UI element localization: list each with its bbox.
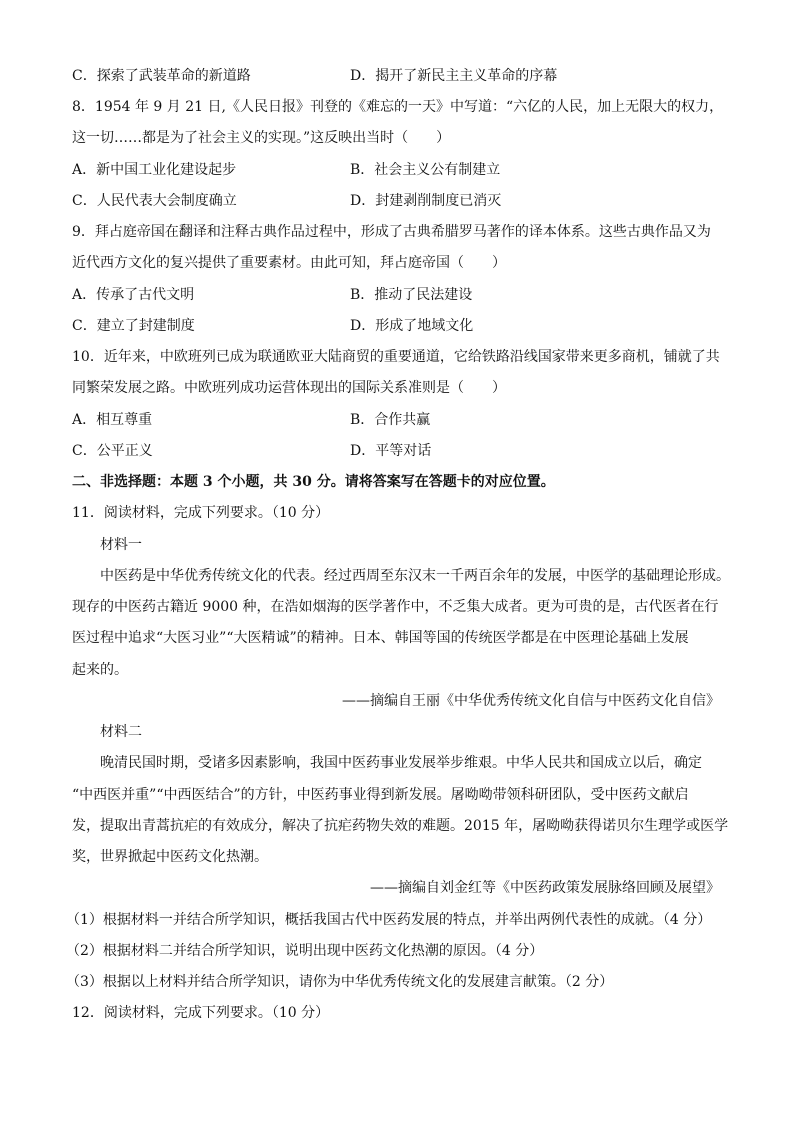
q10-option-a: A．相互尊重 [72,412,153,428]
q11-material2-source: ——摘编自刘金红等《中医药政策发展脉络回顾及展望》 [370,880,720,896]
q9-option-c: C．建立了封建制度 [72,318,195,334]
q11-material1-line3: 医过程中追求“大医习业”“大医精诚”的精神。日本、韩国等国的传统医学都是在中医理论基础上发展 [72,630,689,646]
q8-stem-line2: 这一切……都是为了社会主义的实现。”这反映出当时（ ） [72,130,451,146]
q9-option-d: D．形成了地域文化 [350,318,474,334]
q11-material1-source: ——摘编自王丽《中华优秀传统文化自信与中医药文化自信》 [342,693,720,709]
q10-stem-line2: 同繁荣发展之路。中欧班列成功运营体现出的国际关系准则是（ ） [72,380,506,396]
q12-stem: 12．阅读材料，完成下列要求。（10 分） [72,1005,330,1021]
q8-option-b: B．社会主义公有制建立 [350,162,501,178]
q11-material1-line4: 起来的。 [72,662,128,678]
q7-option-c: C．探索了武装革命的新道路 [72,68,251,84]
q11-subquestion-2: （2）根据材料二并结合所学知识，说明出现中医药文化热潮的原因。（4 分） [66,943,544,959]
q7-option-d: D．揭开了新民主主义革命的序幕 [350,68,558,84]
q11-material2-line1: 晚清民国时期，受诸多因素影响，我国中医药事业发展举步维艰。中华人民共和国成立以后，确定 [100,755,702,771]
section2-heading: 二、非选择题：本题 3 个小题，共 30 分。请将答案写在答题卡的对应位置。 [72,474,555,490]
q9-option-b: B．推动了民法建设 [350,287,473,303]
q11-material1-line2: 现存的中医药古籍近 9000 种，在浩如烟海的医学著作中，不乏集大成者。更为可贵的是，古代医者在行 [72,599,719,615]
q11-material2-line4: 奖，世界掀起中医药文化热潮。 [72,849,268,865]
q11-stem: 11．阅读材料，完成下列要求。（10 分） [72,505,330,521]
q11-material2-line2: “中西医并重”“中西医结合”的方针，中医药事业得到新发展。屠呦呦带领科研团队，受中医药文献启 [72,787,689,803]
q9-option-a: A．传承了古代文明 [72,287,195,303]
q11-subquestion-1: （1）根据材料一并结合所学知识，概括我国古代中医药发展的特点，并举出两例代表性的成就。（4 分） [66,912,712,928]
q9-stem-line2: 近代西方文化的复兴提供了重要素材。由此可知，拜占庭帝国（ ） [72,255,506,271]
q11-material2-line3: 发，提取出青蒿抗疟的有效成分，解决了抗疟药物失效的难题。2015 年，屠呦呦获得诺贝尔生理学或医学 [72,818,729,834]
q10-option-d: D．平等对话 [350,443,432,459]
q11-material1-label: 材料一 [100,537,142,553]
q11-subquestion-3: （3）根据以上材料并结合所学知识，请你为中华优秀传统文化的发展建言献策。（2 分） [66,974,614,990]
q8-stem-line1: 8．1954 年 9 月 21 日,《人民日报》刊登的《难忘的一天》中写道：“六亿的人民，加上无限大的权力， [72,99,724,115]
q8-option-a: A．新中国工业化建设起步 [72,162,237,178]
q10-stem-line1: 10．近年来，中欧班列已成为联通欧亚大陆商贸的重要通道，它给铁路沿线国家带来更多商机，铺就了共 [72,349,720,365]
q10-option-b: B．合作共赢 [350,412,431,428]
q8-option-d: D．封建剥削制度已消灭 [350,193,502,209]
q9-stem-line1: 9．拜占庭帝国在翻译和注释古典作品过程中，形成了古典希腊罗马著作的译本体系。这些古典作品又为 [72,224,711,240]
q8-option-c: C．人民代表大会制度确立 [72,193,237,209]
q10-option-c: C．公平正义 [72,443,153,459]
q11-material1-line1: 中医药是中华优秀传统文化的代表。经过西周至东汉末一千两百余年的发展，中医学的基础理论形成。 [100,568,730,584]
q11-material2-label: 材料二 [100,724,142,740]
